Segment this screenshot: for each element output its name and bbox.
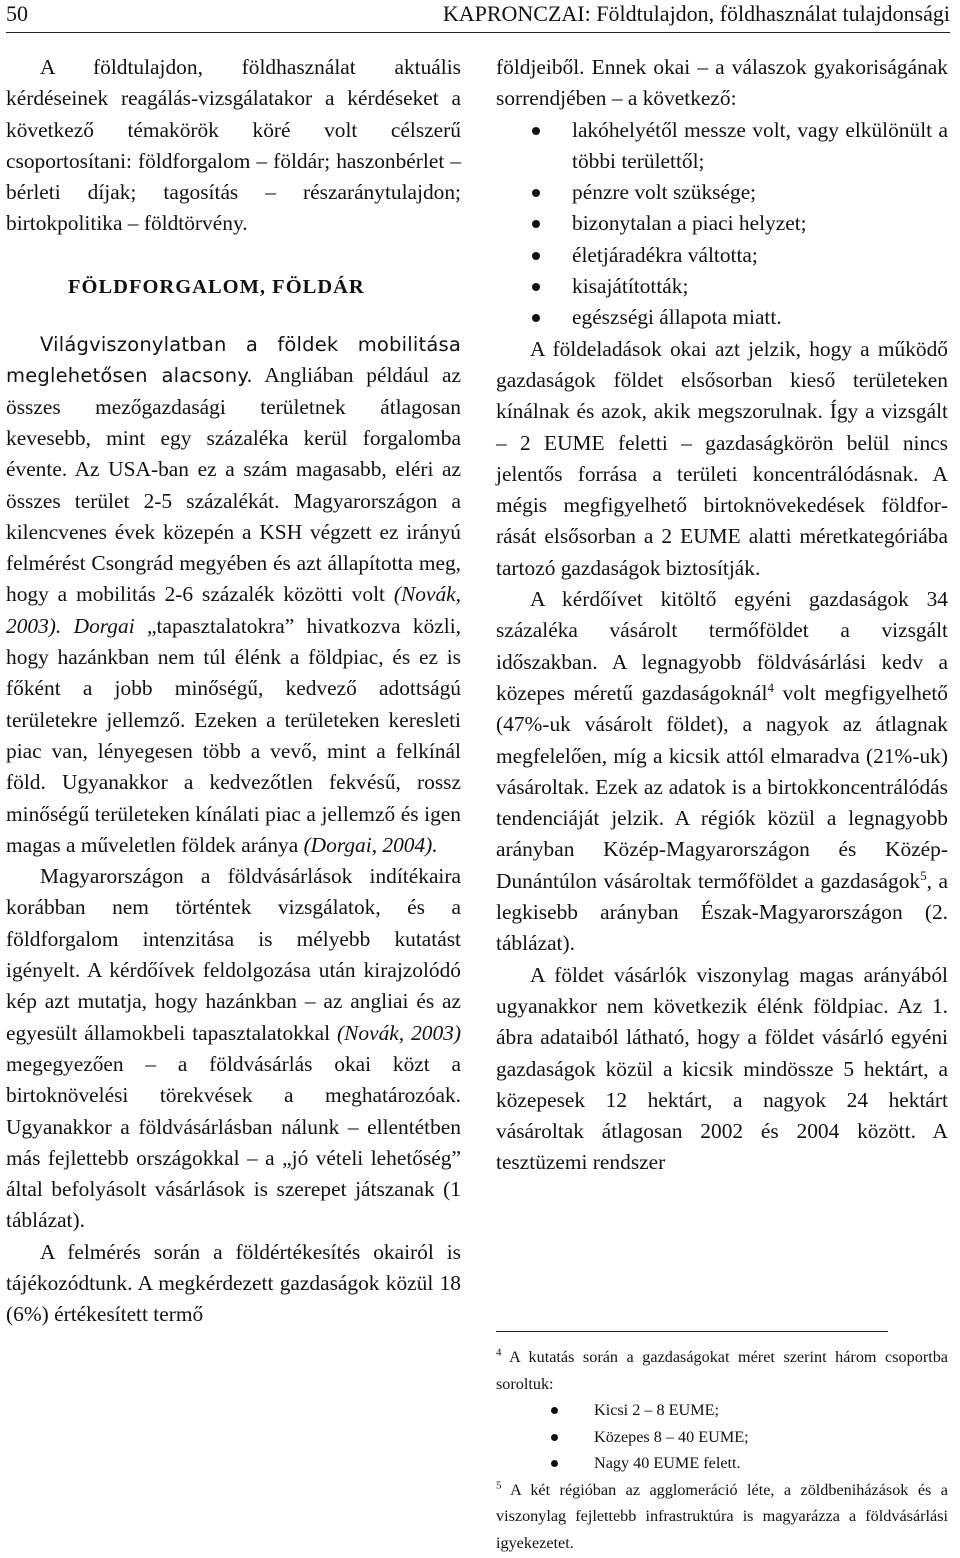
left-column bbox=[6, 52, 461, 1331]
list-item: bizonytalan a piaci helyzet; bbox=[496, 208, 948, 239]
paragraph-land-sales: A földeladások okai azt jelzik, hogy a működő gazdaságok földet elsősorban kieső területeken kínálnak és azok, akik megszorulnak. Így a vizsgált – 2 EUME feletti – gazdaságkörön belül nincs jelentős forrása a területi koncentrálódásnak. A mégis megfigyelhető birtoknövekedések földforrását elsősorban a 2 EUME alatti méretkategóriába tartozó gazdaságok biztosítják. bbox=[496, 336, 948, 580]
list-item: Kicsi 2 – 8 EUME; bbox=[496, 1397, 948, 1424]
text-run: Világviszonylatban a földek mobilitása meglehetősen alacsony. bbox=[6, 333, 461, 388]
footnote-size-list bbox=[496, 1397, 948, 1477]
list-item: kisajátították; bbox=[496, 271, 948, 302]
reasons-list bbox=[496, 115, 948, 334]
text-run: A kérdőívet kitöltő egyéni gazdaságok 34 százaléka vásárolt termőföldet a vizsgált időszakban. A legnagyobb földvásárlási kedv a közepes méretű gazdaságoknál bbox=[496, 587, 948, 705]
text-run: volt megfigyelhető (47%-uk vásárolt földet), a nagyok az átlagnak megfelelően, míg a kicsik attól elmaradva (21%-uk) vásároltak. Ezek az adatok is a birtokkoncentrálódás tendenciáját jelzik. A régiók közül a legnagyobb arányban Közép-Magyarországon és Közép-Dunántúlon vásároltak termőföldet a gazdaságok bbox=[496, 680, 948, 893]
paragraph-reasons: földjeiből. Ennek okai – a válaszok gyakoriságának sorrendjében – a következő: bbox=[496, 55, 948, 111]
text-run: „tapasztalatokra” hivatkozva közli, hogy hazánkban nem túl élénk a földpiac, és ez is főként a jobb minőségű, kedvező adottságú területekre jellemző. Ezeken a területeken keresleti piac van, lényegesen több a vevő, mint a felkínál föld. Ugyanakkor a kedvezőtlen fekvésű, rossz minőségű területeken kínálati piac a jellemző és igen magas a műveletlen földek aránya bbox=[6, 613, 461, 857]
text-run: Angliában például az összes mezőgazdasági területnek átlagosan kevesebb, mint egy százaléka kerül forgalomba évente. Az USA-ban ez a szám magasabb, eléri az összes terület 2-5 százalékát. bbox=[6, 363, 461, 513]
footnote-ref: 5 bbox=[920, 867, 927, 883]
text-run: Magyarországon a földvásárlások indítékaira korábban nem történtek vizsgálatok, és a földforgalom intenzitása is mélyebb kutatást igényelt. A kérdőívek feldolgozása után kirajzolódó kép azt mutatja, hogy hazánkban – az angliai és az egyesült államokbeli tapasztalatokkal bbox=[6, 864, 461, 1045]
footnote-ref: 4 bbox=[767, 679, 774, 695]
paragraph-mobility bbox=[6, 329, 461, 861]
footnotes bbox=[496, 1331, 948, 1556]
footnote-divider bbox=[496, 1331, 888, 1332]
list-item: Nagy 40 EUME felett. bbox=[496, 1450, 948, 1477]
list-item: pénzre volt szüksége; bbox=[496, 177, 948, 208]
list-item: egészségi állapota miatt. bbox=[496, 302, 948, 333]
list-item: életjáradékra váltotta; bbox=[496, 240, 948, 271]
footnote-mark: 5 bbox=[496, 1479, 502, 1492]
list-item: lakóhelyétől messze volt, vagy elkülönült a többi területtől; bbox=[496, 115, 948, 178]
page-number: 50 bbox=[6, 1, 28, 26]
citation: (Novák, 2003) bbox=[337, 1020, 462, 1045]
footnote-text: A két régióban az agglomeráció léte, a zöldbeniházások és a viszonylag fejlettebb infrastruktúra is magyarázza a földvásárlási igyekezetet. bbox=[496, 1480, 948, 1552]
footnote-mark: 4 bbox=[496, 1346, 502, 1359]
paragraph-buyers bbox=[496, 584, 948, 960]
intro-paragraph: A földtulajdon, földhasználat aktuális kérdéseinek reagálás-vizsgálatakor a kérdéseket a következő témakörök köré volt célszerű csoportosítani: földforgalom – földár; haszonbérlet – bérleti díjak; tagosítás – részaránytulajdon; birtokpolitika – földtörvény. bbox=[6, 55, 461, 236]
text-run: Magyarországon a kilencvenes évek közepén a KSH végzett ez irányú felmérést Csongrád megyében és azt állapította meg, hogy a mobilitás 2-6 százalék közötti volt bbox=[6, 488, 461, 607]
section-heading: FÖLDFORGALOM, FÖLDÁR bbox=[68, 275, 365, 298]
footnote-4 bbox=[496, 1344, 948, 1397]
footnote-5 bbox=[496, 1477, 948, 1557]
running-title: KAPRONCZAI: Földtulajdon, földhasználat tulajdonsági bbox=[442, 1, 950, 26]
list-item: Közepes 8 – 40 EUME; bbox=[496, 1424, 948, 1451]
citation: (Dorgai, 2004). bbox=[303, 832, 438, 857]
paragraph-purchases bbox=[6, 861, 461, 1237]
text-run: megegyezően – a földvásárlás okai közt a birtoknövelési törekvések a meghatározóak. Ugyanakkor a földvásárlásban nálunk – ellentétben más fejlettebb országokkal – a „jó vételi lehetőség” által befolyásolt vásárlások is szerepet játszanak (1 táblázat). bbox=[6, 1051, 461, 1233]
footnote-text: A kutatás során a gazdaságokat méret szerint három csoportba soroltuk: bbox=[496, 1348, 948, 1393]
paragraph-market: A földet vásárlók viszonylag magas arányából ugyanakkor nem következik élénk földpiac. Az 1. ábra adataiból látható, hogy a földet vásárló egyéni gazdaságok közül a kicsik mindössze 5 hektárt, a közepesek 12 hektárt, a nagyok 24 hektárt vásároltak átlagosan 2002 és 2004 között. A tesztüzemi rendszer bbox=[496, 962, 948, 1175]
citation: (Novák, 2003). bbox=[6, 582, 461, 638]
right-column bbox=[496, 52, 948, 1179]
citation-author: Dorgai bbox=[61, 613, 135, 638]
text-run: , a legkisebb arányban Észak-Magyarországon (2. táblázat). bbox=[496, 868, 948, 956]
running-header bbox=[6, 0, 950, 33]
paragraph-sales: A felmérés során a földértékesítés okairól is tájékozódtunk. A megkérdezett gazdaságok közül 18 (6%) értékesített termő bbox=[6, 1239, 461, 1327]
